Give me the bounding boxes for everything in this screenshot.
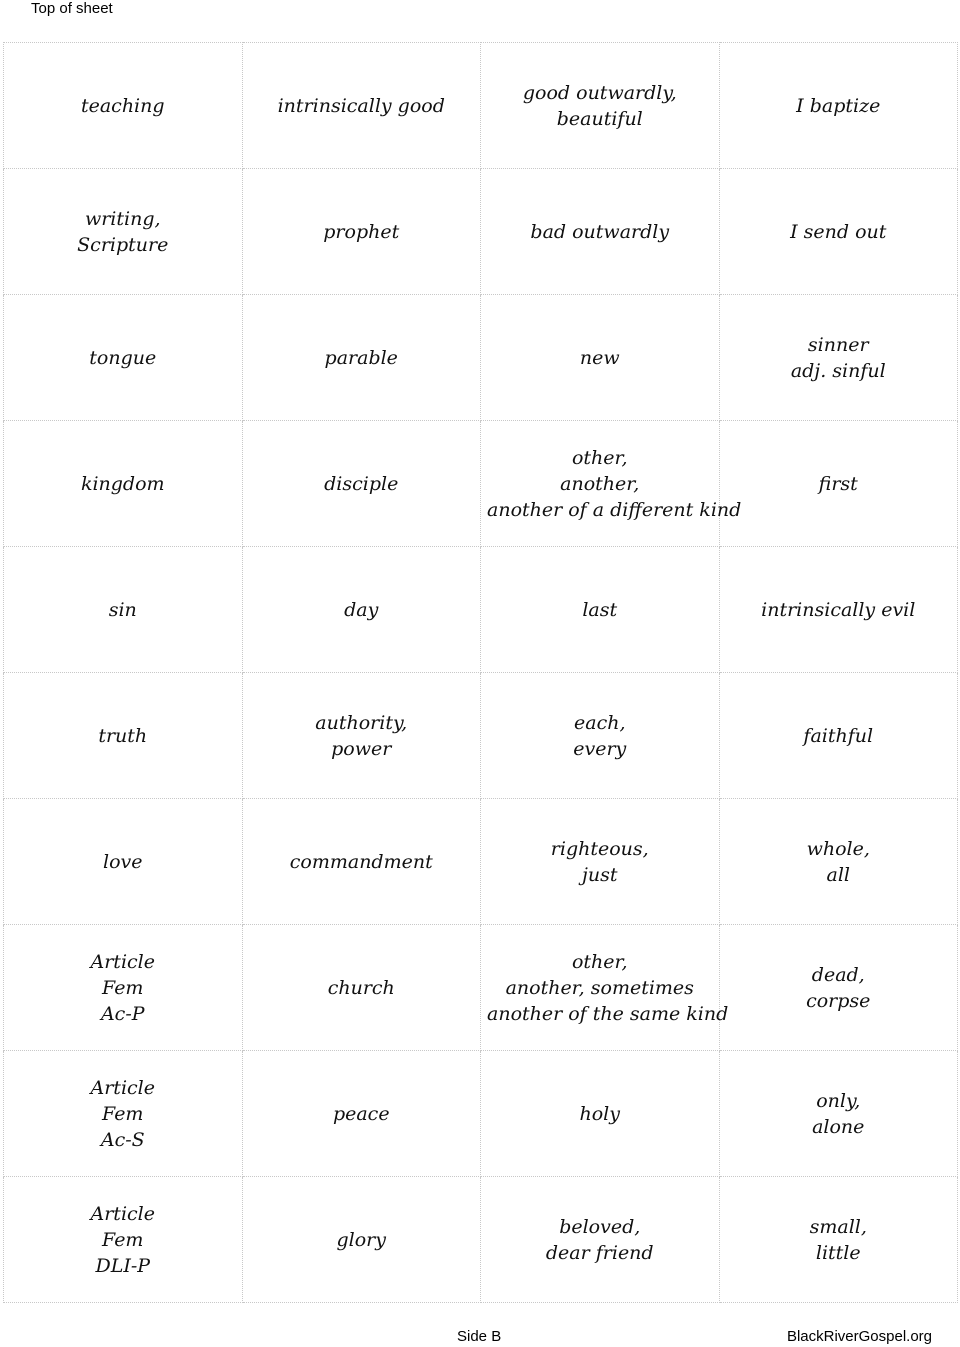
card-text-line: peace xyxy=(332,1102,390,1125)
card-text-line: DLI-P xyxy=(95,1254,151,1277)
card-text-line: I send out xyxy=(790,220,887,243)
card-text-line: day xyxy=(344,598,379,621)
card-text-line: teaching xyxy=(80,94,165,117)
card-text-line: beautiful xyxy=(556,107,643,130)
flashcard xyxy=(481,799,720,925)
card-text-line: bad outwardly xyxy=(530,220,670,243)
flashcard xyxy=(4,799,243,925)
card-text-line: small, xyxy=(809,1215,867,1238)
card-row xyxy=(4,1177,958,1303)
card-text-line: new xyxy=(579,346,620,369)
flashcard xyxy=(4,673,243,799)
flashcard xyxy=(4,43,243,169)
card-text-line: Article xyxy=(90,950,155,973)
card-text-line: tongue xyxy=(89,346,157,369)
card-text-line: just xyxy=(581,863,618,886)
flashcard xyxy=(719,1051,958,1177)
flashcard xyxy=(4,547,243,673)
card-text-line: power xyxy=(331,737,392,760)
card-text-line: Fem xyxy=(102,1228,144,1251)
card-text-line: each, xyxy=(574,711,626,734)
flashcard xyxy=(242,799,481,925)
card-text-line: dead, xyxy=(811,963,865,986)
card-text-line: kingdom xyxy=(80,472,165,495)
flashcard xyxy=(242,547,481,673)
flashcard xyxy=(481,295,720,421)
card-text-line: church xyxy=(327,976,395,999)
card-text-line: Fem xyxy=(102,1102,144,1125)
card-text-line: authority, xyxy=(315,711,408,734)
flashcard xyxy=(719,169,958,295)
flashcard xyxy=(242,421,481,547)
side-label: Side B xyxy=(457,1328,502,1345)
flashcard xyxy=(719,799,958,925)
card-text-line: first xyxy=(818,472,858,495)
flashcard xyxy=(719,547,958,673)
card-text-line: holy xyxy=(579,1102,620,1125)
card-text-line: truth xyxy=(98,724,148,747)
card-text-line: commandment xyxy=(289,850,433,873)
flashcard xyxy=(481,673,720,799)
flashcard xyxy=(4,169,243,295)
card-text-line: faithful xyxy=(803,724,874,747)
card-text-line: Scripture xyxy=(77,233,169,256)
card-text-line: parable xyxy=(324,346,398,369)
flashcard xyxy=(719,925,958,1051)
flashcard xyxy=(242,925,481,1051)
card-text-line: another of a different kind xyxy=(487,498,742,521)
site-label: BlackRiverGospel.org xyxy=(786,1328,932,1345)
card-text-line: sinner xyxy=(807,333,869,356)
card-text-line: writing, xyxy=(84,207,161,230)
card-text-line: another of the same kind xyxy=(487,1002,729,1025)
flashcard xyxy=(719,673,958,799)
card-text-line: another, sometimes xyxy=(505,976,694,999)
flashcard xyxy=(242,1177,481,1303)
flashcard xyxy=(481,925,729,1051)
card-text-line: alone xyxy=(812,1115,865,1138)
card-text-line: Article xyxy=(90,1076,155,1099)
card-row xyxy=(4,43,958,169)
card-text-line: righteous, xyxy=(550,837,649,860)
card-text-line: corpse xyxy=(806,989,871,1012)
flashcard xyxy=(719,295,958,421)
flashcard xyxy=(242,43,481,169)
flashcard xyxy=(4,1177,243,1303)
card-text-line: other, xyxy=(571,446,628,469)
flashcard xyxy=(242,1051,481,1177)
flashcard xyxy=(242,673,481,799)
card-text-line: other, xyxy=(571,950,628,973)
flashcard xyxy=(4,1051,243,1177)
flashcard-sheet xyxy=(3,42,958,1303)
flashcard xyxy=(719,43,958,169)
card-text-line: last xyxy=(582,598,618,621)
card-text-line: another, xyxy=(560,472,640,495)
card-text-line: beloved, xyxy=(559,1215,641,1238)
card-text-line: all xyxy=(826,863,850,886)
flashcard xyxy=(719,421,958,547)
card-text-line: prophet xyxy=(323,220,400,243)
flashcard xyxy=(719,1177,958,1303)
card-text-line: Ac-P xyxy=(100,1002,145,1025)
flashcard xyxy=(481,43,720,169)
flashcard xyxy=(481,1177,720,1303)
card-text-line: intrinsically good xyxy=(277,94,445,117)
card-row xyxy=(4,295,958,421)
card-text-line: adj. sinful xyxy=(790,359,886,382)
card-text-line: I baptize xyxy=(796,94,881,117)
flashcard xyxy=(242,295,481,421)
card-text-line: disciple xyxy=(324,472,399,495)
flashcard-grid xyxy=(4,43,958,1303)
card-row xyxy=(4,925,958,1051)
card-row xyxy=(4,799,958,925)
flashcard xyxy=(4,295,243,421)
card-text-line: good outwardly, xyxy=(522,81,677,104)
flashcard xyxy=(4,925,243,1051)
card-text-line: only, xyxy=(816,1089,861,1112)
card-row xyxy=(4,547,958,673)
card-text-line: whole, xyxy=(806,837,870,860)
card-text-line: dear friend xyxy=(545,1241,654,1264)
card-row xyxy=(4,673,958,799)
card-text-line: intrinsically evil xyxy=(761,598,916,621)
card-text-line: sin xyxy=(108,598,137,621)
flashcard xyxy=(242,169,481,295)
card-text-line: love xyxy=(103,850,143,873)
card-row xyxy=(4,169,958,295)
flashcard xyxy=(481,421,742,547)
flashcard xyxy=(481,169,720,295)
card-text-line: Fem xyxy=(102,976,144,999)
card-row xyxy=(4,421,958,547)
flashcard xyxy=(481,1051,720,1177)
card-row xyxy=(4,1051,958,1177)
card-text-line: little xyxy=(815,1241,861,1264)
flashcard xyxy=(481,547,720,673)
top-of-sheet-label: Top of sheet xyxy=(31,0,113,17)
flashcard xyxy=(4,421,243,547)
card-text-line: Article xyxy=(90,1202,155,1225)
card-text-line: glory xyxy=(336,1228,386,1251)
card-text-line: every xyxy=(573,737,627,760)
card-text-line: Ac-S xyxy=(100,1128,145,1151)
